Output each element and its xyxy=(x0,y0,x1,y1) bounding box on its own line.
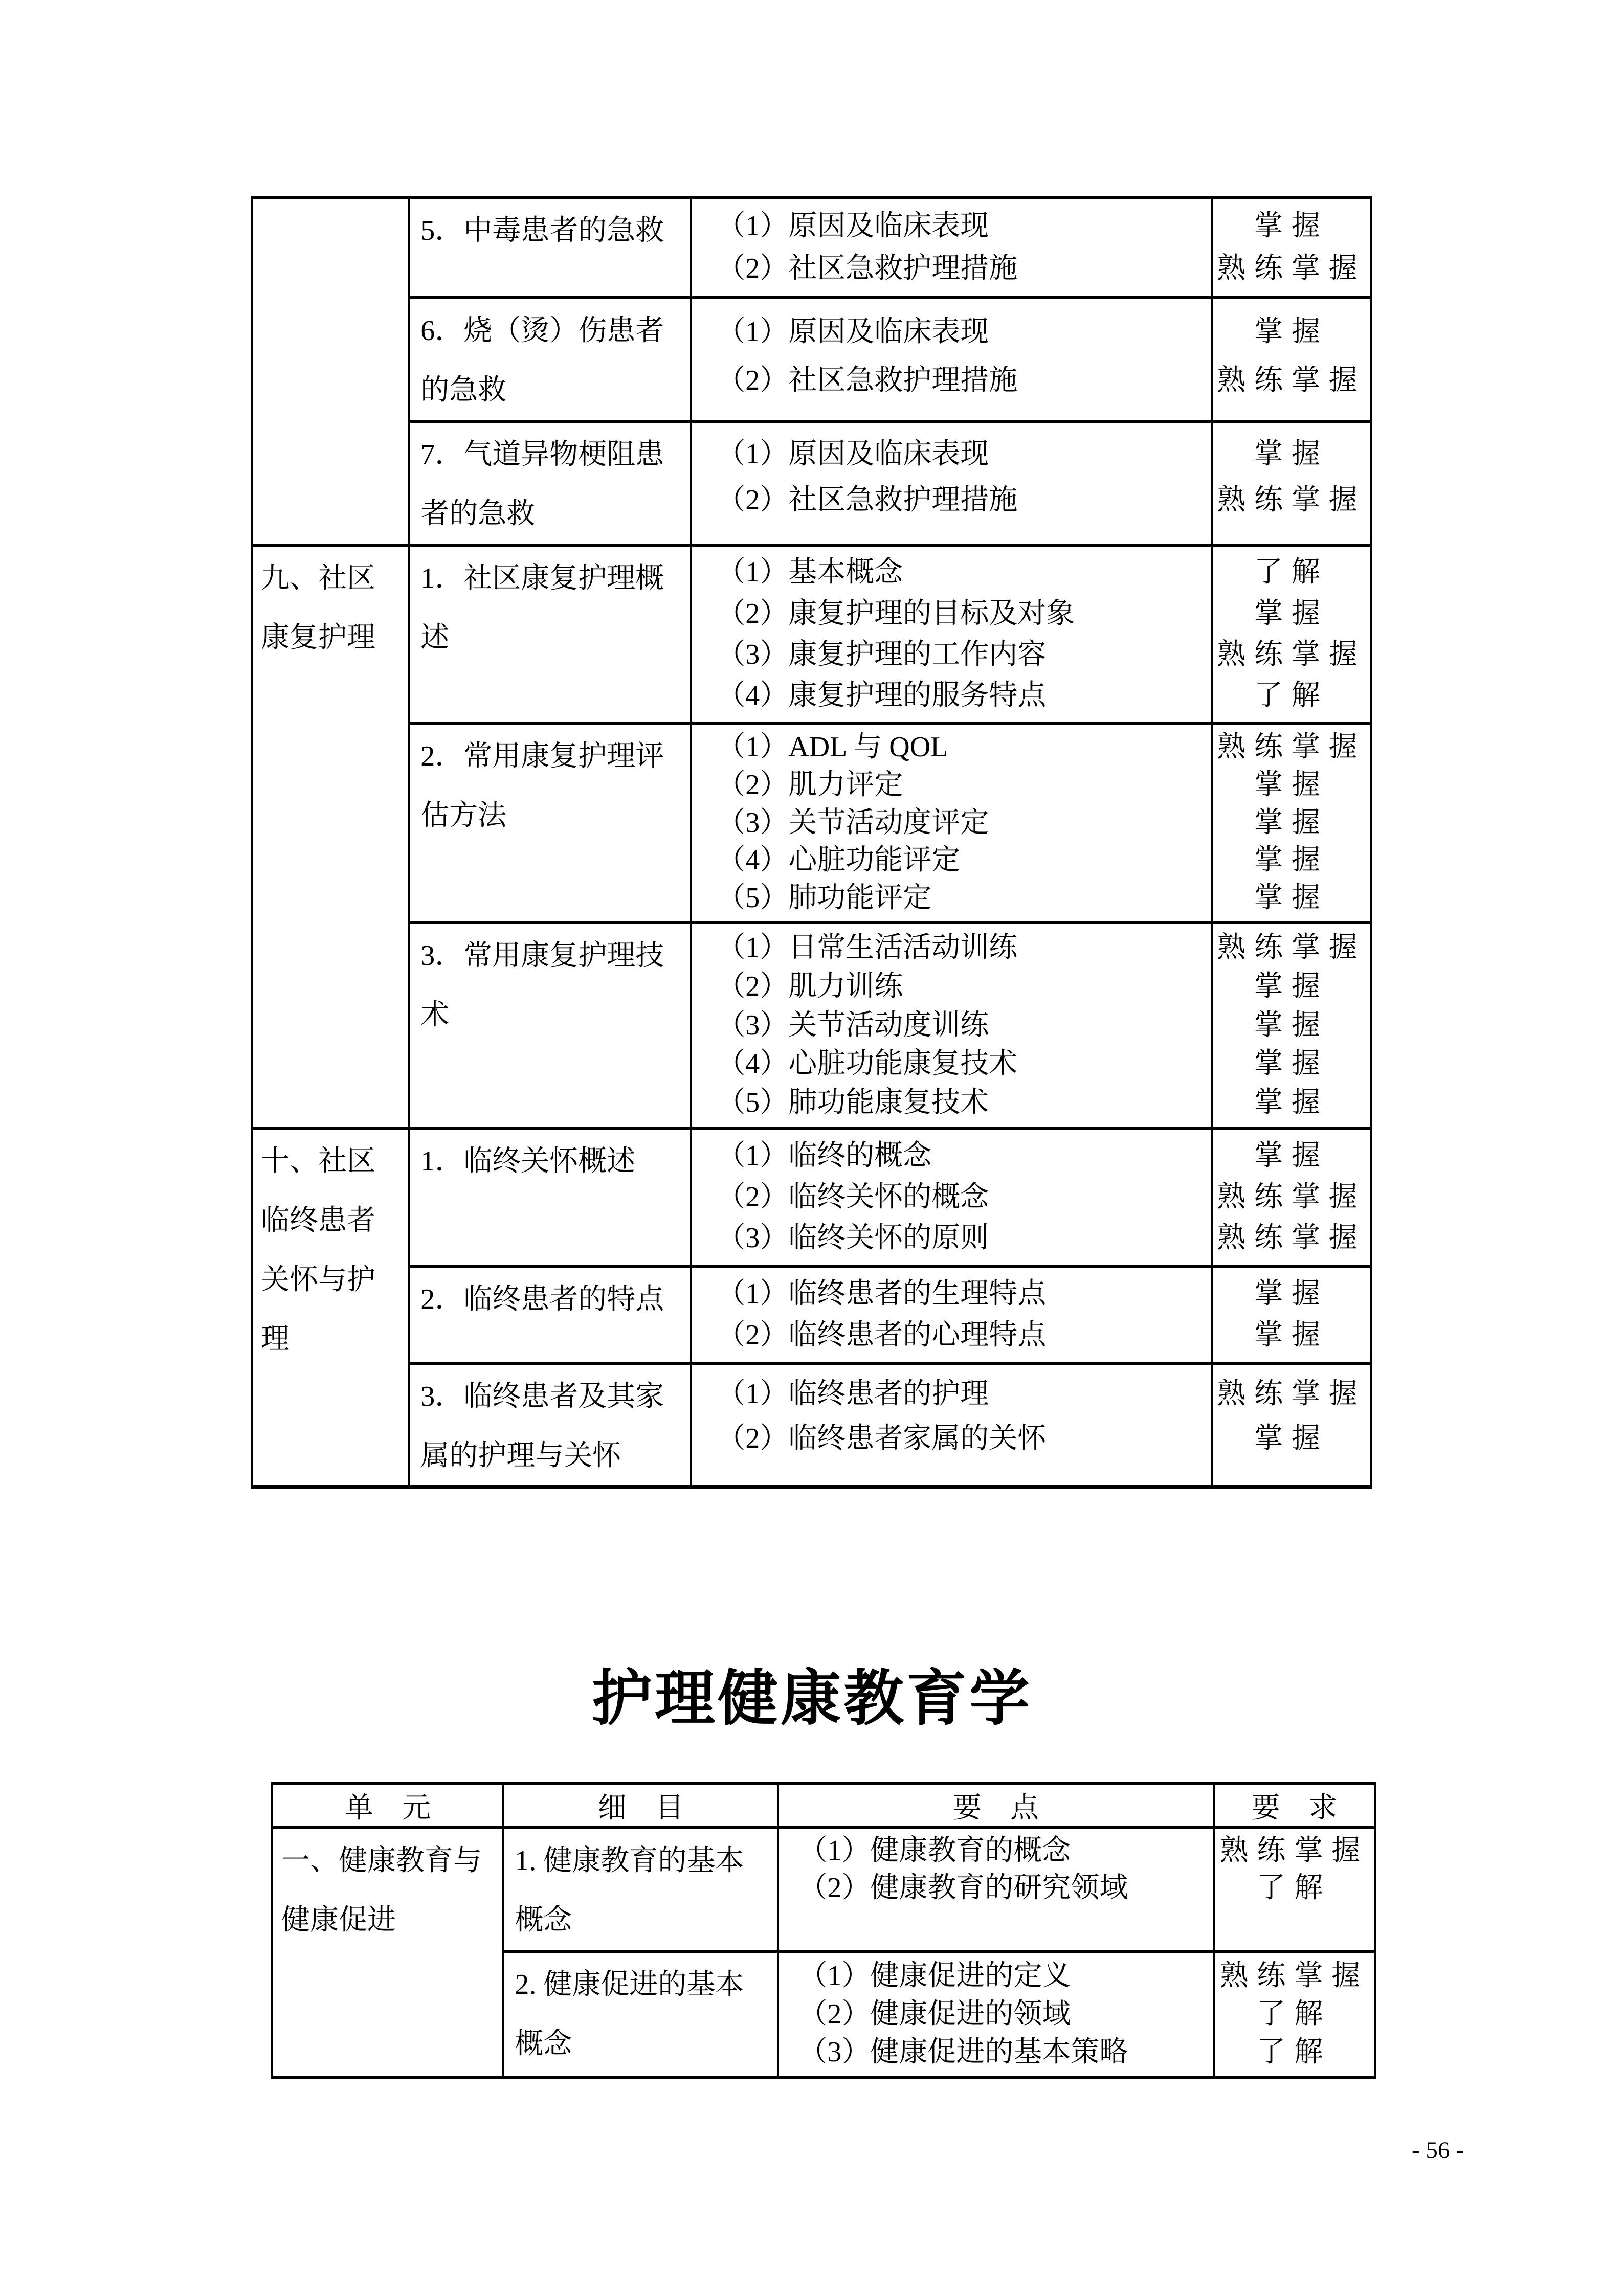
item-cell xyxy=(409,545,691,723)
unit-text: 一、健康教育与 健康促进 xyxy=(281,1845,482,1936)
requirement-line: 熟练掌握 xyxy=(1217,364,1366,396)
requirement-line: 掌握 xyxy=(1254,844,1329,876)
requirement-line: 掌握 xyxy=(1254,438,1329,470)
point-line: （2）肌力训练 xyxy=(717,970,903,1002)
points-cell xyxy=(691,545,1211,723)
item-cell xyxy=(409,1266,691,1363)
requirement-cell xyxy=(1212,922,1371,1128)
column-header-points: 要 点 xyxy=(778,1784,1213,1828)
requirement-line: 熟练掌握 xyxy=(1217,484,1366,516)
point-line: （1）日常生活活动训练 xyxy=(717,932,1018,963)
requirement-cell xyxy=(1212,545,1371,723)
point-line: （3）关节活动度训练 xyxy=(717,1009,989,1041)
requirement-line: 了解 xyxy=(1257,2036,1332,2068)
point-line: （3）关节活动度评定 xyxy=(717,806,989,839)
item-cell xyxy=(409,1128,691,1266)
requirement-line: 掌握 xyxy=(1254,597,1329,629)
points-cell xyxy=(691,298,1211,421)
points-cell xyxy=(691,723,1211,922)
requirement-line: 掌握 xyxy=(1254,970,1329,1002)
table-row xyxy=(252,1266,1371,1363)
point-line: （5）肺功能评定 xyxy=(717,882,932,914)
syllabus-table-community-nursing xyxy=(251,196,1372,1489)
unit-text: 十、社区 临终患者 关怀与护 理 xyxy=(261,1145,375,1355)
item-text: 2．常用康复护理评 估方法 xyxy=(420,740,664,831)
requirement-line: 熟练掌握 xyxy=(1217,1378,1366,1410)
point-line: （2）健康教育的研究领域 xyxy=(798,1872,1128,1904)
points-cell xyxy=(691,421,1211,545)
table-row xyxy=(252,197,1371,298)
point-line: （1）临终患者的护理 xyxy=(717,1378,989,1410)
points-cell xyxy=(778,1951,1213,2077)
table-row xyxy=(272,1828,1375,1951)
requirement-line: 掌握 xyxy=(1254,806,1329,839)
point-line: （1）原因及临床表现 xyxy=(717,316,989,348)
point-line: （3）临终关怀的原则 xyxy=(717,1222,989,1254)
unit-cell xyxy=(252,545,409,1128)
item-text: 2．临终患者的特点 xyxy=(420,1284,664,1315)
unit-text: 九、社区 康复护理 xyxy=(261,562,375,654)
requirement-line: 掌握 xyxy=(1254,1087,1329,1119)
point-line: （2）社区急救护理措施 xyxy=(717,253,1018,285)
item-cell xyxy=(503,1951,778,2077)
item-text: 6．烧（烫）伤患者 的急救 xyxy=(420,315,664,406)
requirement-cell xyxy=(1212,1363,1371,1487)
unit-cell xyxy=(252,1128,409,1487)
requirement-line: 掌握 xyxy=(1254,882,1329,914)
item-cell xyxy=(409,922,691,1128)
requirement-line: 掌握 xyxy=(1254,1319,1329,1352)
requirement-line: 掌握 xyxy=(1254,210,1329,242)
points-cell xyxy=(691,197,1211,298)
requirement-line: 掌握 xyxy=(1254,1009,1329,1041)
item-cell xyxy=(409,421,691,545)
requirement-line: 熟练掌握 xyxy=(1217,638,1366,670)
point-line: （2）临终患者家属的关怀 xyxy=(717,1423,1047,1455)
unit-cell xyxy=(272,1828,503,2077)
point-line: （1）健康促进的定义 xyxy=(798,1960,1071,1992)
requirement-line: 了解 xyxy=(1254,556,1329,589)
requirement-line: 掌握 xyxy=(1254,769,1329,801)
point-line: （3）康复护理的工作内容 xyxy=(717,638,1047,670)
requirement-cell xyxy=(1214,1828,1375,1951)
requirement-line: 掌握 xyxy=(1254,316,1329,348)
point-line: （1）原因及临床表现 xyxy=(717,210,989,242)
requirement-cell xyxy=(1212,1266,1371,1363)
requirement-line: 熟练掌握 xyxy=(1217,253,1366,285)
point-line: （1）基本概念 xyxy=(717,556,903,589)
requirement-line: 了解 xyxy=(1254,679,1329,711)
point-line: （1）临终的概念 xyxy=(717,1139,932,1172)
requirement-line: 熟练掌握 xyxy=(1217,731,1366,763)
point-line: （1）临终患者的生理特点 xyxy=(717,1278,1047,1310)
point-line: （5）肺功能康复技术 xyxy=(717,1087,989,1119)
requirement-line: 了解 xyxy=(1257,1872,1332,1904)
point-line: （1）健康教育的概念 xyxy=(798,1835,1071,1867)
points-cell xyxy=(691,1266,1211,1363)
point-line: （2）康复护理的目标及对象 xyxy=(717,597,1075,629)
requirement-line: 掌握 xyxy=(1254,1139,1329,1172)
requirement-cell xyxy=(1212,197,1371,298)
requirement-line: 熟练掌握 xyxy=(1217,1222,1366,1254)
item-text: 1．社区康复护理概 述 xyxy=(420,562,664,654)
point-line: （2）临终患者的心理特点 xyxy=(717,1319,1047,1352)
point-line: （1）原因及临床表现 xyxy=(717,438,989,470)
point-line: （4）心脏功能康复技术 xyxy=(717,1048,1018,1080)
column-header-req: 要 求 xyxy=(1214,1784,1375,1828)
page-number: - 56 - xyxy=(1412,2137,1464,2164)
requirement-cell xyxy=(1212,1128,1371,1266)
requirement-cell xyxy=(1212,298,1371,421)
point-line: （4）心脏功能评定 xyxy=(717,844,961,876)
points-cell xyxy=(778,1828,1213,1951)
requirement-line: 熟练掌握 xyxy=(1217,1181,1366,1213)
item-text: 3．临终患者及其家 属的护理与关怀 xyxy=(420,1381,664,1472)
point-line: （2）健康促进的领域 xyxy=(798,1998,1071,2030)
column-header-unit: 单 元 xyxy=(272,1784,503,1828)
points-cell xyxy=(691,1363,1211,1487)
item-text: 5．中毒患者的急救 xyxy=(420,215,664,246)
item-cell xyxy=(409,723,691,922)
item-text: 3．常用康复护理技 术 xyxy=(420,940,664,1031)
item-text: 1. 健康教育的基本 概念 xyxy=(515,1845,744,1936)
requirement-line: 熟练掌握 xyxy=(1219,1960,1369,1992)
syllabus-table-health-education xyxy=(271,1782,1376,2079)
item-text: 7．气道异物梗阻患 者的急救 xyxy=(420,439,664,530)
table-row xyxy=(252,545,1371,723)
requirement-line: 掌握 xyxy=(1254,1048,1329,1080)
requirement-cell xyxy=(1214,1951,1375,2077)
point-line: （2）临终关怀的概念 xyxy=(717,1181,989,1213)
points-cell xyxy=(691,1128,1211,1266)
points-cell xyxy=(691,922,1211,1128)
item-text: 2. 健康促进的基本 概念 xyxy=(515,1969,744,2060)
requirement-line: 掌握 xyxy=(1254,1423,1329,1455)
item-text: 1．临终关怀概述 xyxy=(420,1145,636,1177)
table-row xyxy=(252,1363,1371,1487)
item-cell xyxy=(409,298,691,421)
point-line: （3）健康促进的基本策略 xyxy=(798,2036,1128,2068)
item-cell xyxy=(503,1828,778,1951)
unit-cell-empty xyxy=(252,197,409,545)
point-line: （2）肌力评定 xyxy=(717,769,903,801)
requirement-cell xyxy=(1212,723,1371,922)
item-cell xyxy=(409,1363,691,1487)
page-title: 护理健康教育学 xyxy=(591,1665,1032,1732)
table-row xyxy=(252,421,1371,545)
point-line: （2）社区急救护理措施 xyxy=(717,484,1018,516)
unit-text xyxy=(253,199,408,201)
point-line: （1）ADL 与 QOL xyxy=(717,731,948,763)
point-line: （4）康复护理的服务特点 xyxy=(717,679,1047,711)
column-header-item: 细 目 xyxy=(503,1784,778,1828)
table-row xyxy=(252,723,1371,922)
table-row xyxy=(252,922,1371,1128)
table-header-row xyxy=(272,1784,1375,1828)
item-cell xyxy=(409,197,691,298)
table-row xyxy=(252,1128,1371,1266)
requirement-line: 了解 xyxy=(1257,1998,1332,2030)
requirement-cell xyxy=(1212,421,1371,545)
point-line: （2）社区急救护理措施 xyxy=(717,364,1018,396)
requirement-line: 掌握 xyxy=(1254,1278,1329,1310)
table-row xyxy=(252,298,1371,421)
requirement-line: 熟练掌握 xyxy=(1217,932,1366,963)
requirement-line: 熟练掌握 xyxy=(1219,1835,1369,1867)
